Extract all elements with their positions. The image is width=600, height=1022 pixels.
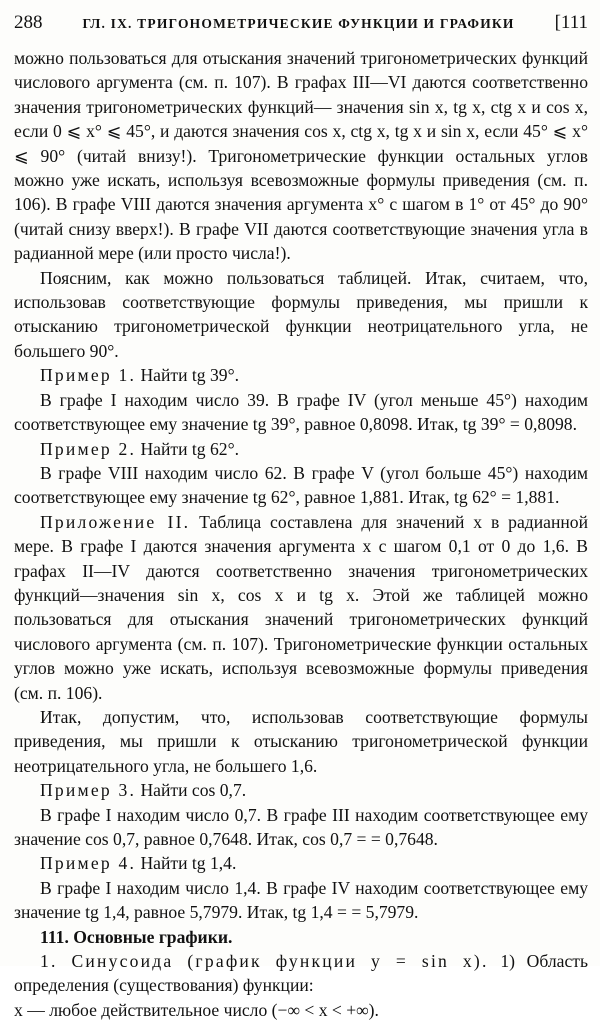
- sinusoid-heading: 1. Синусоида (график функции y = sin x).: [40, 951, 489, 972]
- example-1-heading: [14, 363, 588, 387]
- example-2-task: Найти tg 62°.: [140, 438, 240, 459]
- appendix-paragraph: [14, 510, 588, 705]
- section-111-title: 111. Основные графики.: [40, 926, 233, 947]
- example-2-label: Пример 2.: [40, 438, 137, 459]
- paragraph-1: можно пользоваться для отыскания значений тригонометрических функций числового аргумента (см. п. 107). В графах III—VI даются соответственно значения тригонометрических функций— значения sin x, tg x, ctg x и cos x, если 0 ⩽ x° ⩽ 45°, и даются значения cos x, ctg x, tg x и sin x, если 45° ⩽ x° ⩽ 90° (читай внизу!). Тригонометрические функции остальных углов можно уже искать, используя всевозможные формулы приведения (см. п. 106). В графе VIII даются значения аргумента x° с шагом в 1° от 45° до 90° (читай снизу вверх!). В графе VII даются соответствующие значения угла в радианной мере (или просто числа!).: [14, 48, 588, 264]
- running-title: ГЛ. IX. ТРИГОНОМЕТРИЧЕСКИЕ ФУНКЦИИ И ГРАФИКИ: [82, 16, 515, 31]
- section-marker: [111: [554, 12, 588, 33]
- example-4-heading: [14, 851, 588, 875]
- example-4-task: Найти tg 1,4.: [140, 853, 237, 874]
- appendix-body: Таблица составлена для значений x в радианной мере. В графе I даются значения аргумента x с шагом 0,1 от 0 до 1,6. В графах II—IV даются соответственно значения тригонометрических функций—значения sin x, cos x и tg x. Этой же таблицей можно пользоваться для отыскания значений тригонометрических функций числового аргумента (см. п. 107). Тригонометрические функции остальных углов можно уже искать, используя всевозможные формулы приведения (см. п. 106).: [14, 511, 588, 703]
- example-3-body: В графе I находим число 0,7. В графе III находим соответствующее ему значение cos 0,7, равное 0,7648. Итак, cos 0,7 = = 0,7648.: [14, 804, 588, 849]
- example-1-label: Пример 1.: [40, 365, 137, 386]
- body-text: [14, 46, 588, 1022]
- example-2-heading: [14, 437, 588, 461]
- sinusoid-domain-line: x — любое действительное число (−∞ < x < +∞).: [14, 999, 379, 1020]
- example-4-body: В графе I находим число 1,4. В графе IV находим соответствующее ему значение tg 1,4, равное 5,7979. Итак, tg 1,4 = = 5,7979.: [14, 877, 588, 923]
- example-4-label: Пример 4.: [40, 853, 137, 874]
- example-1-task: Найти tg 39°.: [140, 365, 240, 386]
- example-3-heading: [14, 778, 588, 802]
- page-number: 288: [14, 12, 43, 33]
- example-1-body: В графе I находим число 39. В графе IV (угол меньше 45°) находим соответствующее ему значение tg 39°, равное 0,8098. Итак, tg 39° = 0,8098.: [14, 389, 588, 435]
- section-111-intro: [14, 949, 588, 998]
- example-3-label: Пример 3.: [40, 780, 137, 801]
- paragraph-3: Итак, допустим, что, использовав соответствующие формулы приведения, мы пришли к отысканию тригонометрической функции неотрицательного угла, не большего 1,6.: [14, 706, 588, 776]
- appendix-label: Приложение II.: [40, 511, 191, 532]
- sinusoid-domain-intro: 1) Область определения (существования) функции:: [14, 951, 589, 996]
- example-2-body: В графе VIII находим число 62. В графе V (угол больше 45°) находим соответствующее ему значение tg 62°, равное 1,881. Итак, tg 62° = 1,881.: [14, 462, 588, 508]
- running-header: [14, 12, 588, 36]
- paragraph-2: Поясним, как можно пользоваться таблицей. Итак, считаем, что, использовав соответствующие формулы приведения, мы пришли к отысканию тригонометрической функции неотрицательного угла, не большего 90°.: [14, 267, 588, 361]
- example-3-task: Найти cos 0,7.: [140, 780, 247, 801]
